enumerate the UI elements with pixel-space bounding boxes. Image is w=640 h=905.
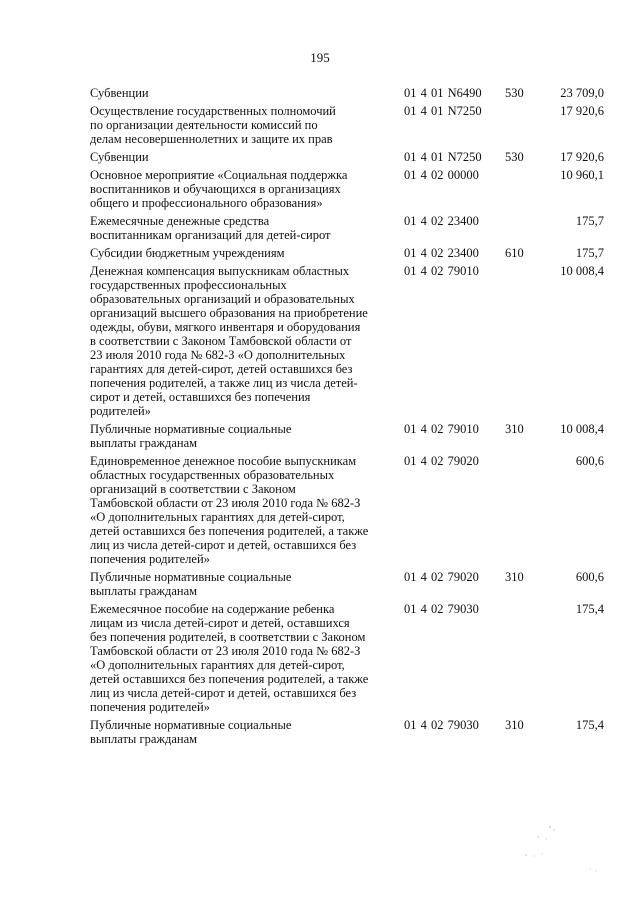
row-name: Субсидии бюджетным учреждениям [90,246,285,260]
row-expense-type: 310 [505,422,524,436]
row-code: 01 4 01 N7250 [404,104,482,118]
table-row [0,422,640,450]
table-row [0,104,640,146]
row-name: Основное мероприятие «Социальная поддержка воспитанников и обучающихся в организациях общего и профессионального образования» [90,168,348,210]
row-code: 01 4 02 23400 [404,214,479,228]
row-amount: 600,6 [575,454,604,468]
row-code: 01 4 02 23400 [404,246,479,260]
row-name: Денежная компенсация выпускникам областных государственных профессиональных образовательных организаций и образовательных организаций высшего образования на приобретение одежды, обуви, мягкого инвентаря и оборудования в соответствии с Законом Тамбовской области от 23 июля 2010 года № 682-З «О дополнительных гарантиях для детей-сирот, детей оставшихся без попечения родителей, а также лиц из числа детей- сирот и детей, оставшихся без попечения родителей» [90,264,368,418]
row-expense-type: 310 [505,570,524,584]
page-number: 195 [310,50,330,65]
row-name: Осуществление государственных полномочий по организации деятельности комиссий по делам несовершеннолетних и защите их прав [90,104,336,146]
row-code: 01 4 02 79020 [404,454,479,468]
row-expense-type: 530 [505,86,524,100]
row-code: 01 4 01 N6490 [404,86,482,100]
table-row [0,602,640,714]
row-amount: 175,4 [575,602,604,616]
row-name: Публичные нормативные социальные выплаты гражданам [90,422,292,450]
row-code: 01 4 01 N7250 [404,150,482,164]
row-code: 01 4 02 79020 [404,570,479,584]
row-name: Публичные нормативные социальные выплаты гражданам [90,570,292,598]
row-name: Субвенции [90,86,149,100]
row-code: 01 4 02 79010 [404,264,479,278]
row-code: 01 4 02 00000 [404,168,479,182]
row-amount: 175,4 [575,718,604,732]
row-amount: 17 920,6 [560,104,604,118]
row-name: Ежемесячные денежные средства воспитанникам организаций для детей-сирот [90,214,331,242]
table-row [0,214,640,242]
row-name: Единовременное денежное пособие выпускникам областных государственных образовательных организаций в соответствии с Законом Тамбовской области от 23 июля 2010 года № 682-З «О дополнительных гарантиях для детей-сирот, детей оставшихся без попечения родителей, а также лиц из числа детей-сирот и детей, оставшихся без попечения родителей» [90,454,369,566]
row-amount: 10 008,4 [560,422,604,436]
row-amount: 10 008,4 [560,264,604,278]
row-name: Публичные нормативные социальные выплаты гражданам [90,718,292,746]
row-name: Субвенции [90,150,149,164]
row-name: Ежемесячное пособие на содержание ребенка лицам из числа детей-сирот и детей, оставшихся без попечения родителей, в соответствии с Законом Тамбовской области от 23 июля 2010 года № 682-З «О дополнительных гарантиях для детей-сирот, детей оставшихся без попечения родителей, а также лиц из числа детей-сирот и детей, оставшихся без попечения родителей» [90,602,369,714]
budget-table [0,86,640,746]
row-amount: 17 920,6 [560,150,604,164]
row-expense-type: 310 [505,718,524,732]
row-amount: 600,6 [575,570,604,584]
table-row [0,246,640,260]
table-row [0,86,640,100]
row-amount: 23 709,0 [560,86,604,100]
row-code: 01 4 02 79030 [404,602,479,616]
table-row [0,570,640,598]
row-amount: 175,7 [575,214,604,228]
row-expense-type: 530 [505,150,524,164]
row-code: 01 4 02 79030 [404,718,479,732]
row-expense-type: 610 [505,246,524,260]
row-amount: 10 960,1 [560,168,604,182]
row-amount: 175,7 [575,246,604,260]
table-row [0,264,640,418]
row-code: 01 4 02 79010 [404,422,479,436]
table-row [0,718,640,746]
table-row [0,150,640,164]
scan-specks [520,825,620,885]
table-row [0,454,640,566]
table-row [0,168,640,210]
